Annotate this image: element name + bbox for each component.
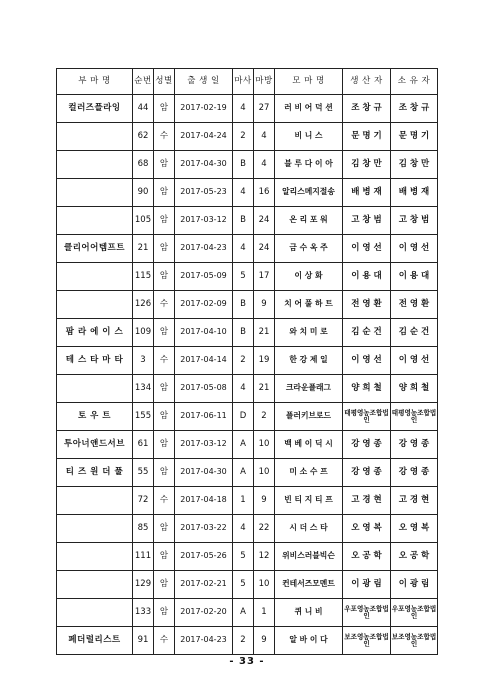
breeder-cell: 이 광 림 (343, 571, 391, 599)
sex-cell: 수 (154, 627, 175, 655)
table-row (57, 599, 438, 627)
table-row (57, 571, 438, 599)
stable-cell: 4 (233, 179, 254, 207)
birthdate-cell: 2017-03-12 (175, 431, 233, 459)
dam-cell: 백 베 이 딕 시 (275, 431, 343, 459)
birthdate-cell: 2017-04-23 (175, 627, 233, 655)
number-cell: 44 (133, 95, 154, 123)
birthdate-cell: 2017-03-22 (175, 515, 233, 543)
page-number: - 33 - (229, 656, 265, 667)
dam-cell: 알리스메지절송 (275, 179, 343, 207)
table-row (57, 291, 438, 319)
birthdate-cell: 2017-05-09 (175, 263, 233, 291)
stable-cell: A (233, 599, 254, 627)
sex-cell: 암 (154, 431, 175, 459)
stall-cell: 9 (254, 627, 275, 655)
stable-cell: 4 (233, 515, 254, 543)
sire-cell (57, 179, 133, 207)
breeder-cell: 배 병 재 (343, 179, 391, 207)
stable-cell: B (233, 207, 254, 235)
owner-cell: 오 영 복 (391, 515, 438, 543)
number-cell: 21 (133, 235, 154, 263)
dam-cell: 와 치 미 로 (275, 319, 343, 347)
breeder-cell: 이 영 선 (343, 235, 391, 263)
number-cell: 134 (133, 375, 154, 403)
dam-cell: 시 더 스 타 (275, 515, 343, 543)
dam-cell: 금 수 옥 주 (275, 235, 343, 263)
table-row (57, 151, 438, 179)
birthdate-cell: 2017-05-26 (175, 543, 233, 571)
dam-cell: 빈 티 지 티 프 (275, 487, 343, 515)
sex-cell: 수 (154, 291, 175, 319)
owner-cell: 배 병 재 (391, 179, 438, 207)
number-cell: 55 (133, 459, 154, 487)
sex-cell: 암 (154, 207, 175, 235)
sex-cell: 암 (154, 515, 175, 543)
birthdate-cell: 2017-04-24 (175, 123, 233, 151)
owner-cell: 오 공 학 (391, 543, 438, 571)
breeder-cell: 오 영 복 (343, 515, 391, 543)
header-number: 순번 (133, 69, 154, 95)
sire-cell (57, 599, 133, 627)
owner-cell: 우포영농조합법인 (391, 599, 438, 627)
stable-cell: B (233, 319, 254, 347)
sex-cell: 암 (154, 95, 175, 123)
breeder-cell: 강 영 종 (343, 459, 391, 487)
table-row (57, 403, 438, 431)
stable-cell: 5 (233, 543, 254, 571)
stall-cell: 16 (254, 179, 275, 207)
table-row (57, 431, 438, 459)
owner-cell: 양 희 철 (391, 375, 438, 403)
number-cell: 85 (133, 515, 154, 543)
stable-cell: B (233, 291, 254, 319)
owner-cell: 이 용 대 (391, 263, 438, 291)
owner-cell: 보조영농조합법인 (391, 627, 438, 655)
table-row (57, 123, 438, 151)
birthdate-cell: 2017-05-23 (175, 179, 233, 207)
stable-cell: A (233, 431, 254, 459)
header-owner: 소 유 자 (391, 69, 438, 95)
sire-cell (57, 291, 133, 319)
owner-cell: 강 영 종 (391, 459, 438, 487)
stable-cell: 4 (233, 375, 254, 403)
breeder-cell: 양 희 철 (343, 375, 391, 403)
table-row (57, 459, 438, 487)
number-cell: 133 (133, 599, 154, 627)
stall-cell: 10 (254, 571, 275, 599)
sex-cell: 암 (154, 571, 175, 599)
header-stable: 마사 (233, 69, 254, 95)
header-breeder: 생 산 자 (343, 69, 391, 95)
stall-cell: 12 (254, 543, 275, 571)
dam-cell: 한 강 제 일 (275, 347, 343, 375)
table-row (57, 487, 438, 515)
breeder-cell: 고 창 범 (343, 207, 391, 235)
sire-cell (57, 151, 133, 179)
stable-cell: 5 (233, 263, 254, 291)
header-sex: 성별 (154, 69, 175, 95)
table-row (57, 263, 438, 291)
sire-cell: 페더럴리스트 (57, 627, 133, 655)
stall-cell: 9 (254, 487, 275, 515)
owner-cell: 문 명 기 (391, 123, 438, 151)
number-cell: 155 (133, 403, 154, 431)
stable-cell: 2 (233, 347, 254, 375)
dam-cell: 컨테서즈모멘트 (275, 571, 343, 599)
number-cell: 126 (133, 291, 154, 319)
stall-cell: 22 (254, 515, 275, 543)
dam-cell: 블 루 다 이 아 (275, 151, 343, 179)
stall-cell: 19 (254, 347, 275, 375)
dam-cell: 위비스러블빅슨 (275, 543, 343, 571)
owner-cell: 김 순 건 (391, 319, 438, 347)
sex-cell: 암 (154, 179, 175, 207)
birthdate-cell: 2017-04-10 (175, 319, 233, 347)
header-sire: 부 마 명 (57, 69, 133, 95)
stable-cell: 4 (233, 235, 254, 263)
owner-cell: 고 창 범 (391, 207, 438, 235)
breeder-cell: 김 순 건 (343, 319, 391, 347)
stable-cell: B (233, 151, 254, 179)
number-cell: 111 (133, 543, 154, 571)
sex-cell: 수 (154, 487, 175, 515)
dam-cell: 비 니 스 (275, 123, 343, 151)
breeder-cell: 태평영농조합법인 (343, 403, 391, 431)
owner-cell: 이 영 선 (391, 347, 438, 375)
birthdate-cell: 2017-06-11 (175, 403, 233, 431)
owner-cell: 태평영농조합법인 (391, 403, 438, 431)
breeder-cell: 문 명 기 (343, 123, 391, 151)
number-cell: 72 (133, 487, 154, 515)
table-row (57, 95, 438, 123)
number-cell: 105 (133, 207, 154, 235)
sire-cell (57, 487, 133, 515)
number-cell: 61 (133, 431, 154, 459)
table-body (57, 95, 438, 655)
number-cell: 91 (133, 627, 154, 655)
owner-cell: 이 광 림 (391, 571, 438, 599)
stall-cell: 9 (254, 291, 275, 319)
dam-cell: 플러키브로드 (275, 403, 343, 431)
header-dam: 모 마 명 (275, 69, 343, 95)
dam-cell: 치 어 풀 하 트 (275, 291, 343, 319)
sire-cell (57, 543, 133, 571)
breeder-cell: 오 공 학 (343, 543, 391, 571)
sex-cell: 암 (154, 151, 175, 179)
birthdate-cell: 2017-04-30 (175, 459, 233, 487)
stall-cell: 24 (254, 207, 275, 235)
breeder-cell: 강 영 종 (343, 431, 391, 459)
sire-cell (57, 515, 133, 543)
birthdate-cell: 2017-05-08 (175, 375, 233, 403)
stall-cell: 4 (254, 151, 275, 179)
stall-cell: 24 (254, 235, 275, 263)
stable-cell: 1 (233, 487, 254, 515)
number-cell: 3 (133, 347, 154, 375)
sire-cell: 컬러즈플라잉 (57, 95, 133, 123)
stall-cell: 27 (254, 95, 275, 123)
sire-cell (57, 375, 133, 403)
stable-cell: 5 (233, 571, 254, 599)
sex-cell: 암 (154, 403, 175, 431)
sire-cell: 티 즈 원 더 풀 (57, 459, 133, 487)
sire-cell (57, 263, 133, 291)
owner-cell: 강 영 종 (391, 431, 438, 459)
stall-cell: 10 (254, 459, 275, 487)
birthdate-cell: 2017-02-19 (175, 95, 233, 123)
sex-cell: 암 (154, 543, 175, 571)
sex-cell: 암 (154, 235, 175, 263)
table-row (57, 347, 438, 375)
dam-cell: 미 소 수 프 (275, 459, 343, 487)
sex-cell: 암 (154, 375, 175, 403)
sex-cell: 수 (154, 123, 175, 151)
number-cell: 115 (133, 263, 154, 291)
dam-cell: 알 바 이 다 (275, 627, 343, 655)
sex-cell: 수 (154, 347, 175, 375)
table-row (57, 543, 438, 571)
table-row (57, 627, 438, 655)
sex-cell: 암 (154, 459, 175, 487)
sex-cell: 암 (154, 599, 175, 627)
sire-cell: 클리어어템프트 (57, 235, 133, 263)
stall-cell: 4 (254, 123, 275, 151)
table-row (57, 179, 438, 207)
birthdate-cell: 2017-04-23 (175, 235, 233, 263)
stall-cell: 17 (254, 263, 275, 291)
stable-cell: D (233, 403, 254, 431)
owner-cell: 김 창 만 (391, 151, 438, 179)
breeder-cell: 우포영농조합법인 (343, 599, 391, 627)
sire-cell: 테 스 타 마 타 (57, 347, 133, 375)
registration-table (56, 68, 438, 655)
header-stall: 마방 (254, 69, 275, 95)
sex-cell: 암 (154, 319, 175, 347)
sire-cell (57, 571, 133, 599)
dam-cell: 이 상 화 (275, 263, 343, 291)
birthdate-cell: 2017-04-30 (175, 151, 233, 179)
owner-cell: 조 창 규 (391, 95, 438, 123)
number-cell: 62 (133, 123, 154, 151)
breeder-cell: 이 용 대 (343, 263, 391, 291)
breeder-cell: 김 창 만 (343, 151, 391, 179)
dam-cell: 러 비 어 덕 션 (275, 95, 343, 123)
stall-cell: 1 (254, 599, 275, 627)
birthdate-cell: 2017-04-18 (175, 487, 233, 515)
breeder-cell: 이 영 선 (343, 347, 391, 375)
stable-cell: 2 (233, 123, 254, 151)
birthdate-cell: 2017-03-12 (175, 207, 233, 235)
number-cell: 129 (133, 571, 154, 599)
breeder-cell: 고 경 현 (343, 487, 391, 515)
dam-cell: 퀴 니 비 (275, 599, 343, 627)
sire-cell: 투아너앤드서브 (57, 431, 133, 459)
header-birthdate: 출 생 일 (175, 69, 233, 95)
stall-cell: 2 (254, 403, 275, 431)
header-row (57, 69, 438, 95)
owner-cell: 전 영 환 (391, 291, 438, 319)
owner-cell: 고 경 현 (391, 487, 438, 515)
breeder-cell: 조 창 규 (343, 95, 391, 123)
stable-cell: A (233, 459, 254, 487)
number-cell: 109 (133, 319, 154, 347)
dam-cell: 온 리 포 워 (275, 207, 343, 235)
stall-cell: 21 (254, 375, 275, 403)
sire-cell (57, 123, 133, 151)
stable-cell: 2 (233, 627, 254, 655)
birthdate-cell: 2017-02-21 (175, 571, 233, 599)
breeder-cell: 전 영 환 (343, 291, 391, 319)
birthdate-cell: 2017-02-20 (175, 599, 233, 627)
number-cell: 68 (133, 151, 154, 179)
stable-cell: 4 (233, 95, 254, 123)
sex-cell: 암 (154, 263, 175, 291)
birthdate-cell: 2017-04-14 (175, 347, 233, 375)
breeder-cell: 보조영농조합법인 (343, 627, 391, 655)
table-row (57, 375, 438, 403)
table-row (57, 235, 438, 263)
sire-cell: 팜 라 에 이 스 (57, 319, 133, 347)
birthdate-cell: 2017-02-09 (175, 291, 233, 319)
table-row (57, 207, 438, 235)
owner-cell: 이 영 선 (391, 235, 438, 263)
table-row (57, 515, 438, 543)
stall-cell: 21 (254, 319, 275, 347)
table-row (57, 319, 438, 347)
stall-cell: 10 (254, 431, 275, 459)
sire-cell: 토 우 트 (57, 403, 133, 431)
dam-cell: 크라운플래그 (275, 375, 343, 403)
number-cell: 90 (133, 179, 154, 207)
sire-cell (57, 207, 133, 235)
